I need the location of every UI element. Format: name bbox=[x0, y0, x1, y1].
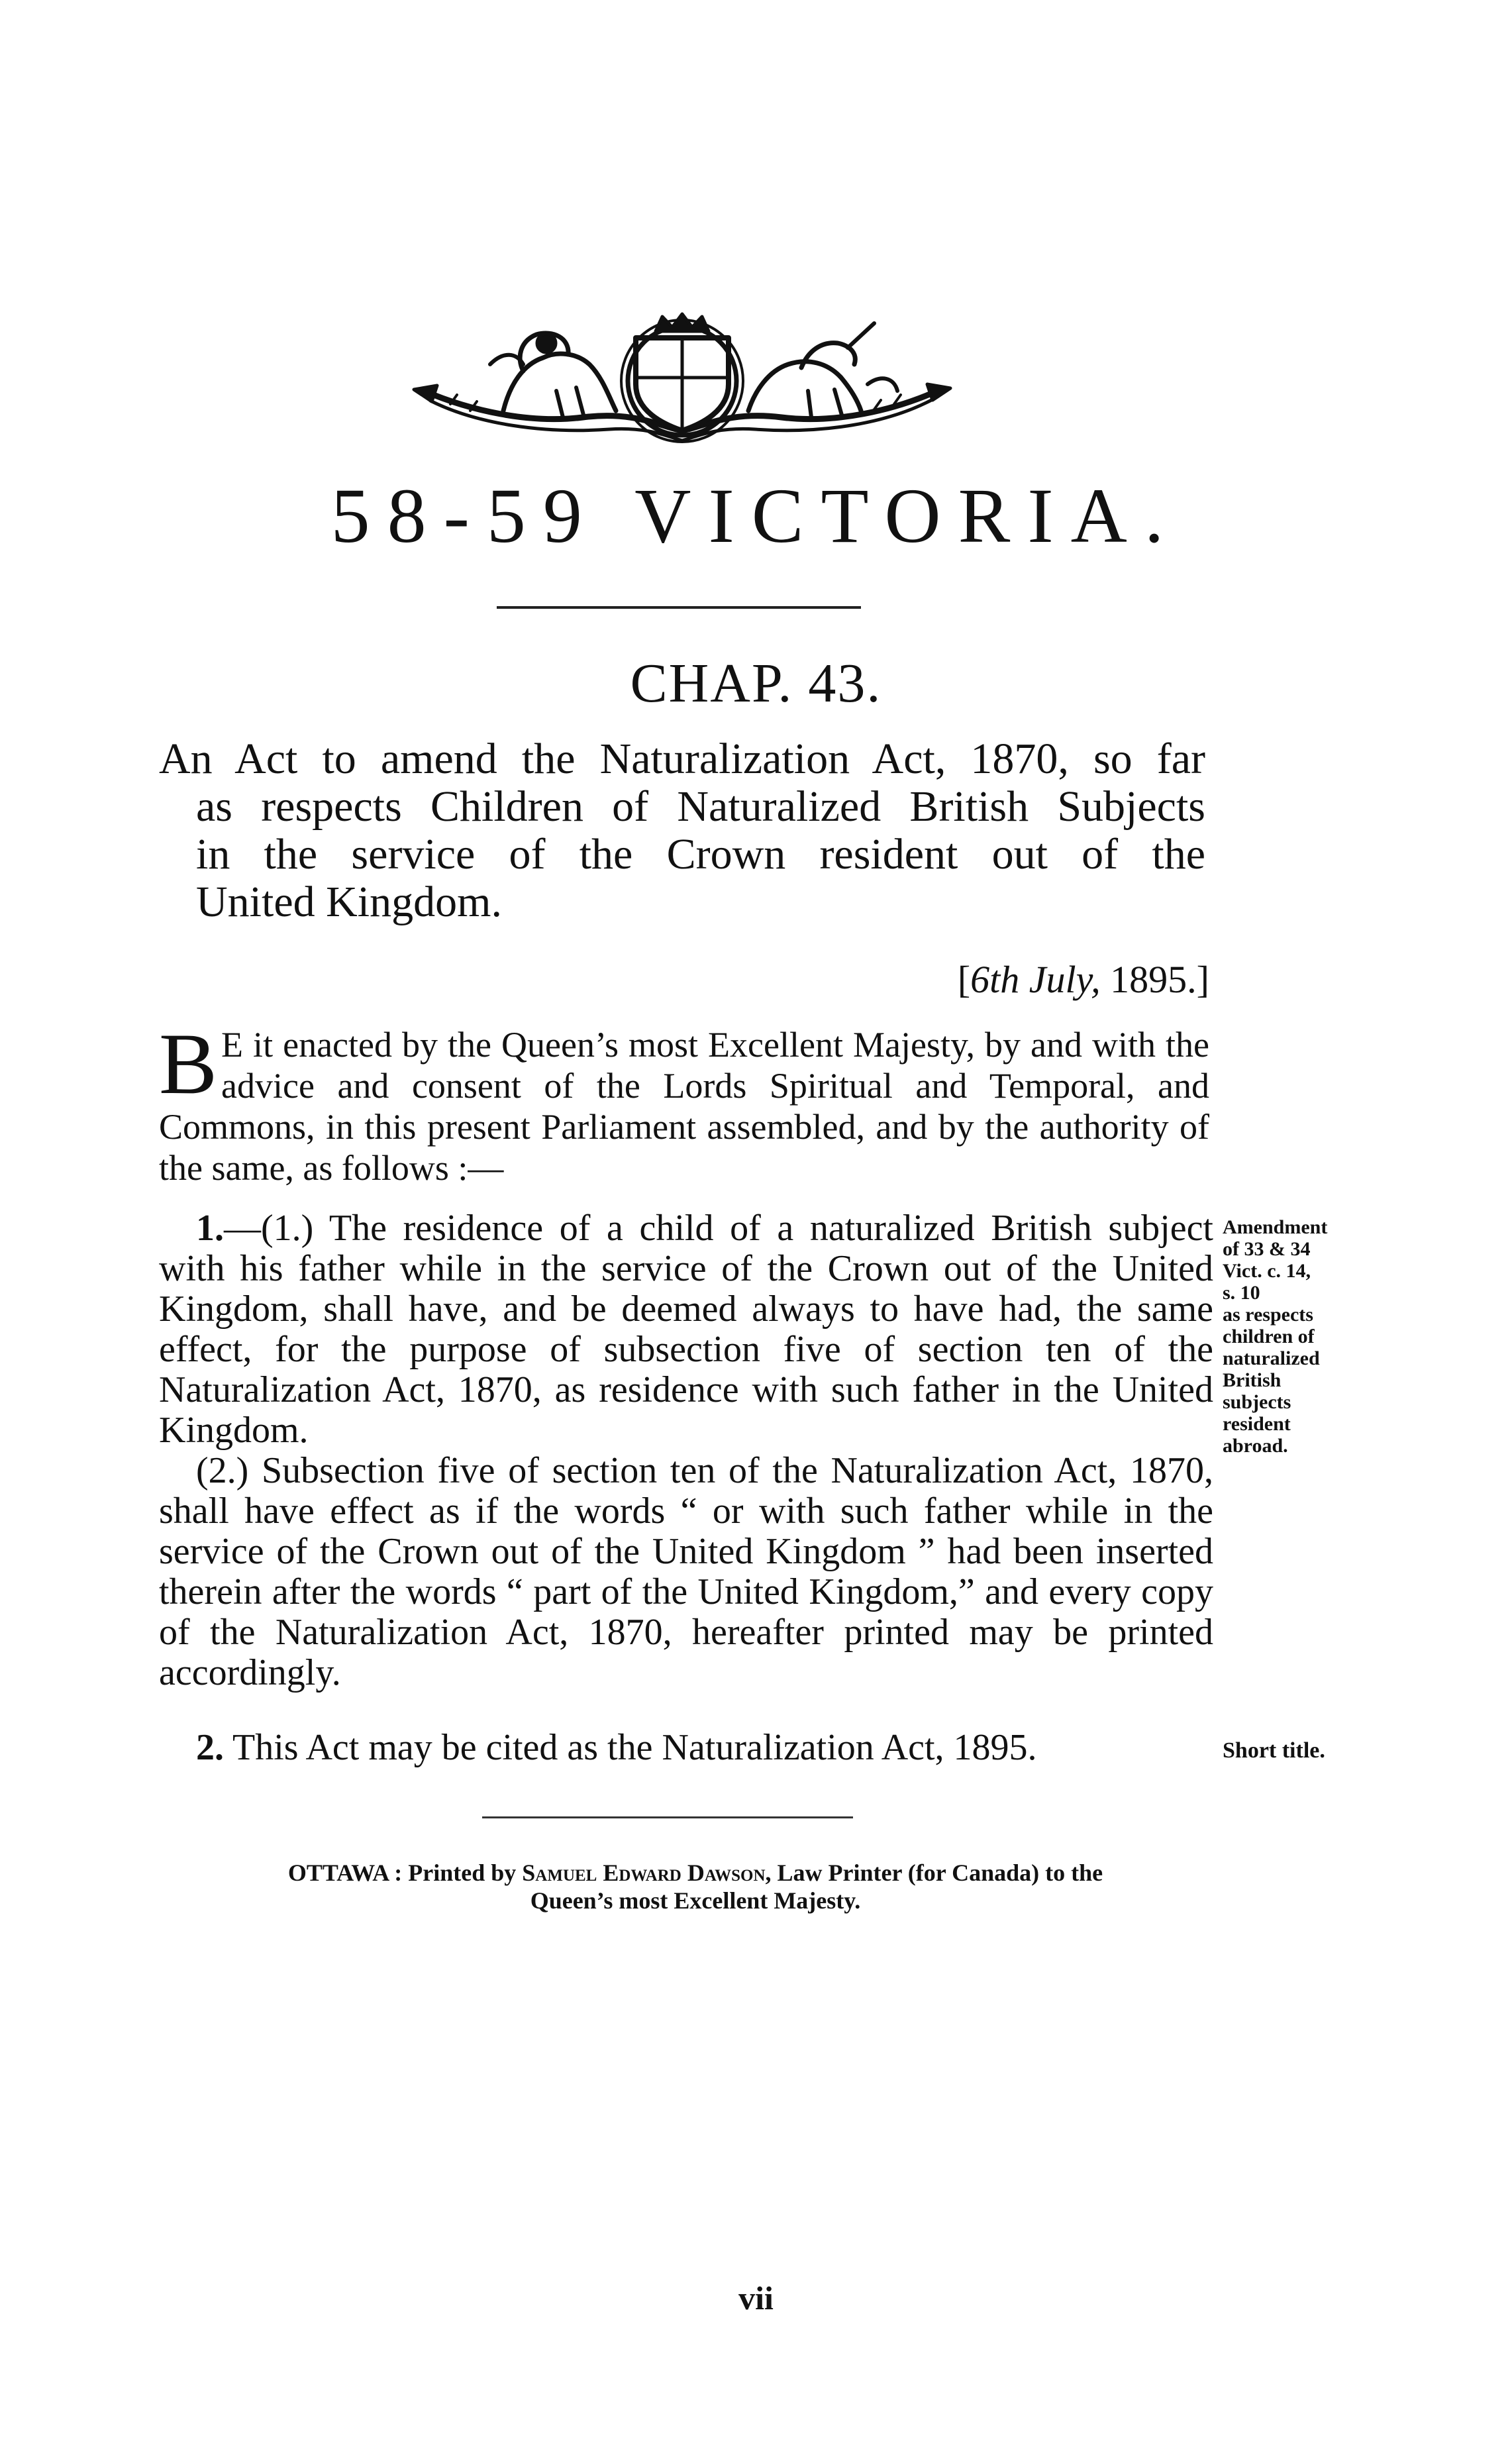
printer-imprint bbox=[159, 1859, 1232, 1914]
chapter-heading: CHAP. 43. bbox=[630, 653, 882, 714]
footer-divider bbox=[482, 1816, 853, 1818]
subsection-1-text: —(1.) The residence of a child of a naturalized British subject with his father while in the service of the Crown out of the United Kingdom, shall have, and be deemed always to have had, the same effect, for the purpose of subsection five of section ten of the Naturalization Act, 1870, as residence with such father in the United Kingdom. bbox=[159, 1208, 1213, 1451]
marginal-note-line: as respects bbox=[1223, 1304, 1313, 1326]
section-2 bbox=[159, 1728, 1213, 1768]
marginal-note-line: children of bbox=[1223, 1326, 1315, 1347]
long-title-line: in the service of the Crown resident out of the bbox=[196, 830, 1205, 878]
marginal-note-line: Vict. c. 14, bbox=[1223, 1260, 1311, 1282]
section-2-paragraph bbox=[159, 1728, 1213, 1768]
royal-coat-of-arms-icon bbox=[411, 311, 954, 444]
date-day-month: 6th July, bbox=[970, 958, 1101, 1001]
marginal-note-line: resident bbox=[1223, 1413, 1291, 1435]
date-bracket: [ bbox=[957, 958, 971, 1001]
imprint-printed-by: Printed by bbox=[402, 1859, 523, 1886]
act-long-title bbox=[159, 735, 1205, 926]
printer-name: Samuel Edward Dawson bbox=[522, 1859, 766, 1886]
long-title-line: An Act to amend the Naturalization Act, 1870, so far bbox=[159, 735, 1205, 783]
marginal-note-line: British bbox=[1223, 1369, 1282, 1391]
marginal-note-line: Amendment bbox=[1223, 1216, 1328, 1238]
imprint-line-1 bbox=[159, 1859, 1232, 1887]
imprint-rest: , Law Printer (for Canada) to the bbox=[765, 1859, 1103, 1886]
section-2-text: This Act may be cited as the Naturalization Act, 1895. bbox=[224, 1727, 1037, 1768]
assent-date bbox=[834, 958, 1209, 1001]
marginal-note-line: s. 10 bbox=[1223, 1282, 1260, 1304]
marginal-note-line: abroad. bbox=[1223, 1435, 1288, 1457]
section-number: 1. bbox=[196, 1208, 224, 1249]
section-1-subsection-2: (2.) Subsection five of section ten of the Naturalization Act, 1870, shall have effect as if the words “ or with such father while in the service of the Crown out of the United Kingdom ” had been inserted therein after the words “ part of the United Kingdom,” and every copy of the Naturalization Act, 1870, hereafter printed may be printed accordingly. bbox=[159, 1450, 1213, 1693]
imprint-line-2: Queen’s most Excellent Majesty. bbox=[530, 1887, 861, 1914]
marginal-note-section-1 bbox=[1223, 1216, 1358, 1457]
long-title-line: as respects Children of Naturalized British Subjects bbox=[196, 782, 1205, 831]
enacting-clause-text: E it enacted by the Queen’s most Excellent Majesty, by and with the advice and consent of the Lords Spiritual and Temporal, and Commons, in this present Parliament assembled, and by the authority of the same, as follows :— bbox=[159, 1025, 1209, 1188]
marginal-note-line: of 33 & 34 bbox=[1223, 1238, 1311, 1260]
section-1-subsection-1 bbox=[159, 1208, 1213, 1451]
imprint-place: OTTAWA : bbox=[287, 1859, 403, 1886]
date-year: 1895.] bbox=[1100, 958, 1209, 1001]
marginal-note-line: subjects bbox=[1223, 1391, 1291, 1413]
header-divider bbox=[497, 606, 861, 609]
section-1 bbox=[159, 1208, 1213, 1693]
enacting-clause bbox=[159, 1015, 1209, 1188]
marginal-note-section-2: Short title. bbox=[1223, 1738, 1325, 1763]
section-number: 2. bbox=[196, 1727, 224, 1768]
marginal-note-line: naturalized bbox=[1223, 1347, 1320, 1369]
drop-cap: B bbox=[159, 1015, 218, 1112]
page-number: vii bbox=[738, 2279, 774, 2317]
long-title-line: United Kingdom. bbox=[196, 878, 502, 926]
regnal-year-heading: 58-59 VICTORIA. bbox=[330, 472, 1182, 559]
